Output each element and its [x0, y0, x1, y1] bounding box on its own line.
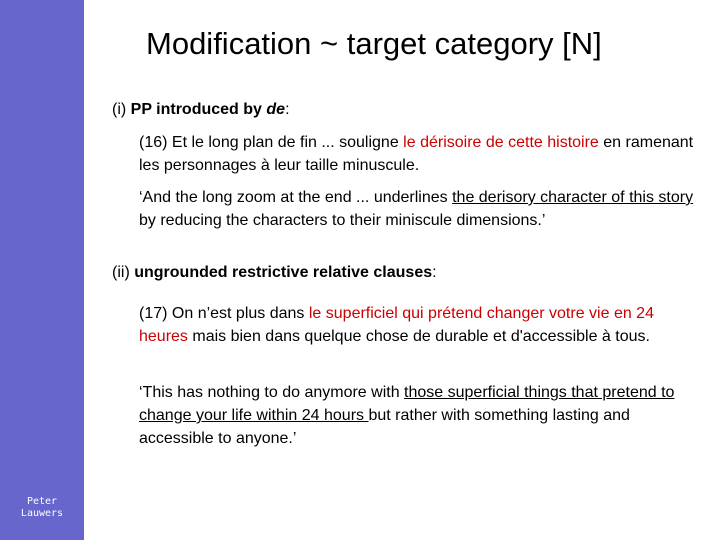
translation-17-suffix: but rather with something lasting and accessible to anyone.’ — [139, 407, 630, 447]
example-16-suffix: en ramenant les personnages à leur taille minuscule. — [139, 134, 694, 174]
section-2-number: (ii) — [112, 264, 135, 281]
example-16 — [139, 131, 699, 177]
translation-16-suffix: by reducing the characters to their miniscule dimensions.’ — [139, 212, 546, 229]
example-17-highlight: le superficiel qui prétend changer votre vie en 24 heures — [139, 305, 654, 345]
author-label — [0, 496, 84, 520]
section-1-number: (i) — [112, 101, 131, 118]
section-1-colon: : — [285, 101, 290, 118]
section-1-heading — [112, 101, 290, 119]
section-2-colon: : — [432, 264, 437, 281]
left-sidebar-bar — [0, 0, 84, 540]
slide-title: Modification ~ target category [N] — [146, 26, 602, 61]
translation-17 — [139, 381, 699, 450]
example-17 — [139, 302, 699, 348]
example-17-suffix: mais bien dans quelque chose de durable et d'accessible à tous. — [187, 328, 650, 345]
example-17-prefix: (17) On n’est plus dans — [139, 305, 309, 322]
author-first-name: Peter — [26, 496, 58, 507]
example-16-highlight: le dérisoire de cette histoire — [403, 134, 599, 151]
section-2-bold-text: ungrounded restrictive relative clauses — [134, 264, 433, 281]
translation-16-prefix: ‘And the long zoom at the end ... underlines — [139, 189, 453, 206]
translation-16-underlined: the derisory character of this story — [452, 189, 694, 206]
translation-16 — [139, 186, 699, 232]
author-last-name: Lauwers — [20, 508, 64, 519]
translation-17-underlined: those superficial things that pretend to change your life within 24 hours — [139, 384, 675, 424]
section-1-italic-text: de — [266, 101, 286, 118]
section-1-bold-text: PP introduced by — [130, 101, 267, 118]
example-16-prefix: (16) Et le long plan de fin ... souligne — [139, 134, 404, 151]
section-2-heading — [112, 264, 437, 282]
translation-17-prefix: ‘This has nothing to do anymore with — [139, 384, 405, 401]
